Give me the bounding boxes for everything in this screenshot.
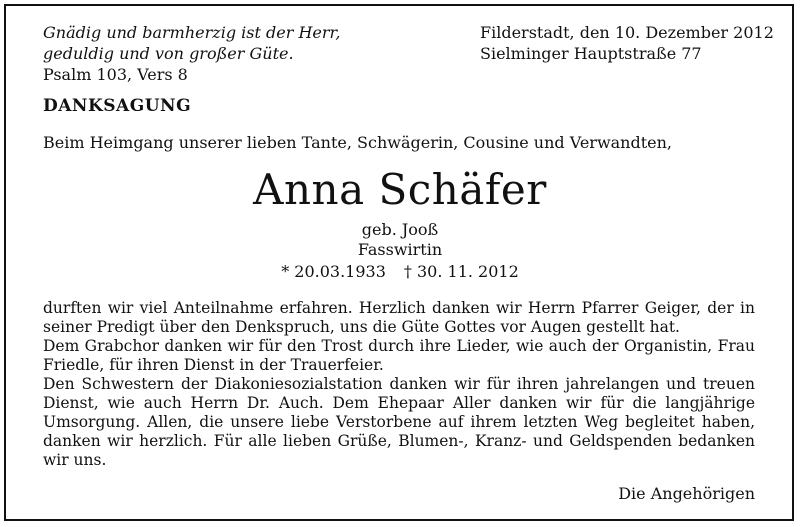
city-date: Filderstadt, den 10. Dezember 2012: [480, 23, 774, 42]
heading: DANKSAGUNG: [43, 96, 192, 116]
death-date: † 30. 11. 2012: [403, 262, 519, 281]
birth-date: * 20.03.1933: [281, 262, 386, 281]
body-paragraph-1: durften wir viel Anteilnahme erfahren. Herzlich danken wir Herrn Pfarrer Geiger, der in seiner Predigt über den Denkspruch, uns die Güte Gottes vor Augen gestellt hat.: [43, 299, 755, 336]
deceased-name: Anna Schäfer: [253, 165, 547, 214]
street-address: Sielminger Hauptstraße 77: [480, 44, 702, 63]
maiden-name: geb. Jooß: [361, 220, 439, 239]
place-and-date: [480, 22, 774, 64]
quote-line-2: geduldig und von großer Güte.: [43, 44, 294, 63]
bible-quote: [43, 22, 340, 85]
life-dates: [0, 262, 800, 282]
body-paragraph-2: Dem Grabchor danken wir für den Trost durch ihre Lieder, wie auch der Organistin, Frau Friedle, für ihren Dienst in der Trauerfeier.: [43, 337, 755, 374]
signature: Die Angehörigen: [618, 484, 755, 503]
quote-line-1: Gnädig und barmherzig ist der Herr,: [43, 23, 341, 42]
thanks-body: [43, 299, 755, 470]
body-paragraph-3: Den Schwestern der Diakoniesozialstation danken wir für ihren jahrelangen und treuen Dienst, wie auch Herrn Dr. Auch. Dem Ehepaar Aller danken wir für die langjährige Umsorgung. Allen, die unsere liebe Verstorbene auf ihrem letzten Weg begleitet haben, danken wir herzlich. Für alle lieben Grüße, Blumen-, Kranz- und Geldspenden bedanken wir uns.: [43, 375, 755, 469]
intro-text: Beim Heimgang unserer lieben Tante, Schwägerin, Cousine und Verwandten,: [43, 133, 673, 152]
quote-reference: Psalm 103, Vers 8: [43, 65, 188, 84]
occupation: Fasswirtin: [357, 240, 443, 259]
